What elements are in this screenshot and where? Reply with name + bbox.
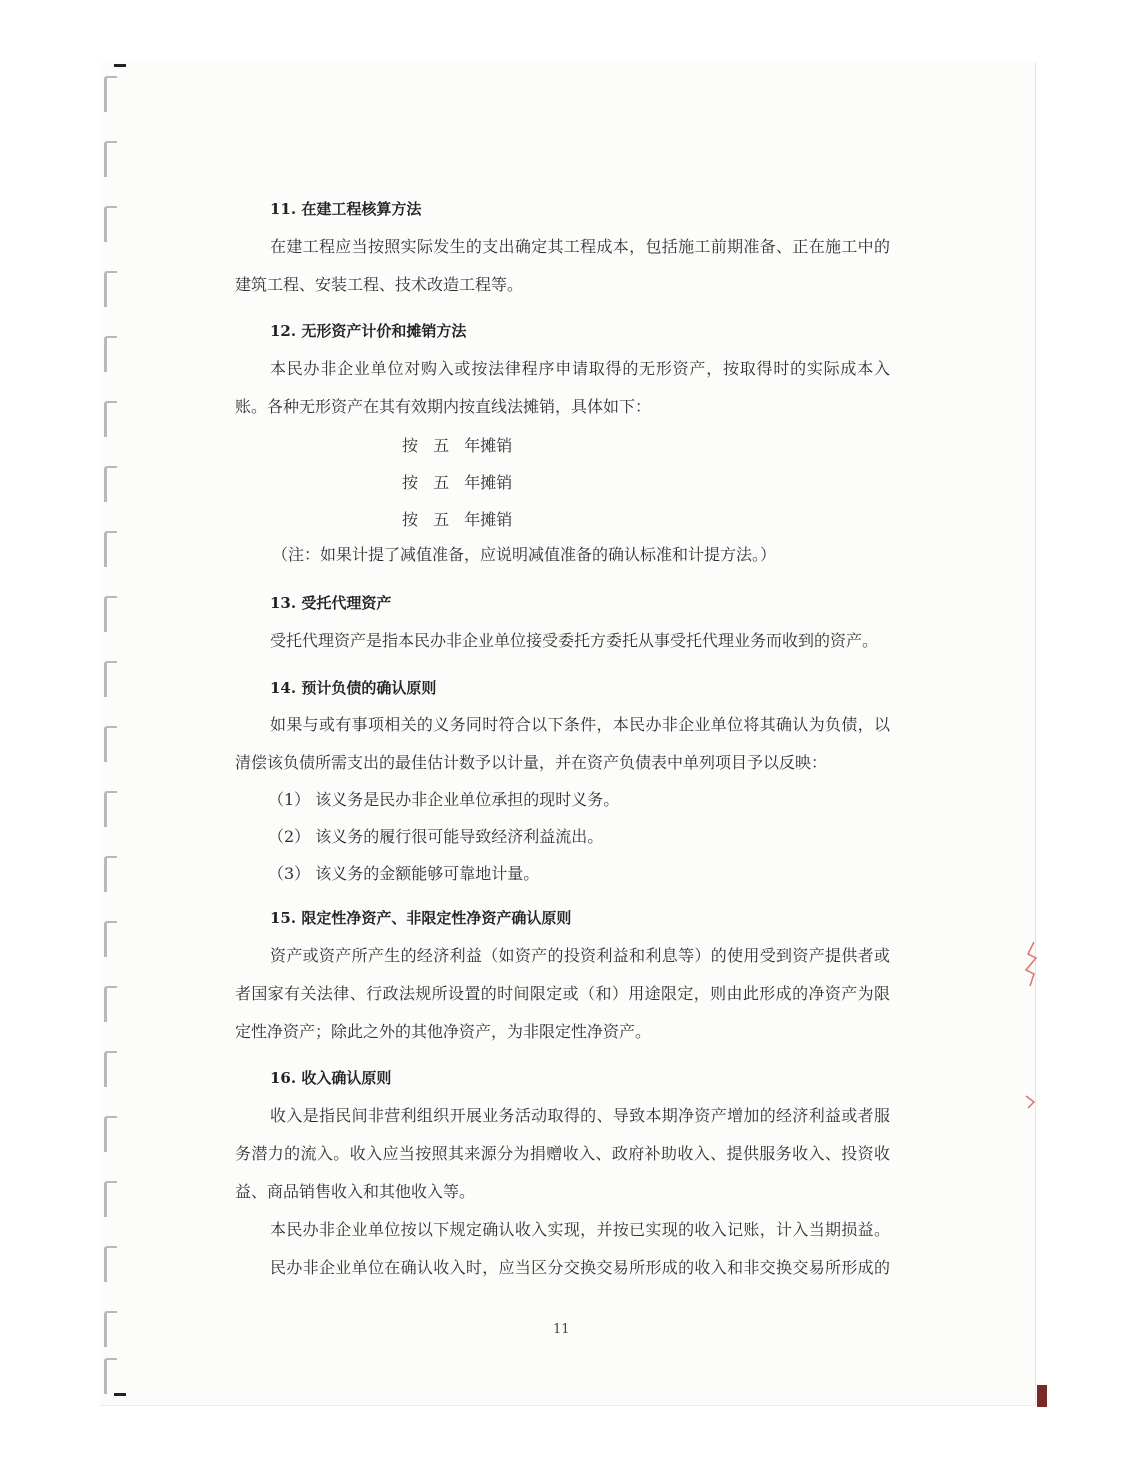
note-text: （注：如果计提了减值准备，应说明减值准备的确认标准和计提方法。） — [272, 545, 777, 564]
paragraph-line: 受托代理资产是指本民办非企业单位接受委托方委托从事受托代理业务而收到的资产。 — [270, 631, 879, 650]
paragraph-line: 收入是指民间非营利组织开展业务活动取得的、导致本期净资产增加的经济利益或者服 — [270, 1106, 890, 1125]
amortization-years: 五 — [433, 510, 450, 529]
condition-item: （1） 该义务是民办非企业单位承担的现时义务。 — [268, 790, 620, 809]
paragraph-line: 益、商品销售收入和其他收入等。 — [235, 1182, 476, 1201]
binding-hole — [104, 466, 117, 502]
amortization-suffix: 年摊销 — [464, 510, 513, 529]
amortization-row — [402, 433, 512, 456]
binding-hole — [104, 856, 117, 892]
binding-hole — [104, 206, 117, 242]
paragraph-line: 如果与或有事项相关的义务同时符合以下条件，本民办非企业单位将其确认为负债，以 — [270, 715, 890, 734]
amortization-suffix: 年摊销 — [464, 436, 513, 455]
paragraph-line: 本民办非企业单位对购入或按法律程序申请取得的无形资产，按取得时的实际成本入 — [270, 359, 890, 378]
amortization-prefix: 按 — [402, 436, 419, 455]
binding-hole — [104, 596, 117, 632]
amortization-prefix: 按 — [402, 473, 419, 492]
binding-hole — [104, 271, 117, 307]
paragraph-line: 务潜力的流入。收入应当按照其来源分为捐赠收入、政府补助收入、提供服务收入、投资收 — [235, 1144, 890, 1163]
section-12-heading: 12. 无形资产计价和摊销方法 — [270, 322, 467, 340]
amortization-years: 五 — [433, 436, 450, 455]
binding-hole — [104, 986, 117, 1022]
paragraph-line: 在建工程应当按照实际发生的支出确定其工程成本，包括施工前期准备、正在施工中的 — [270, 237, 890, 256]
binding-hole — [104, 661, 117, 697]
binding-hole — [104, 141, 117, 177]
amortization-prefix: 按 — [402, 510, 419, 529]
paragraph-line: 民办非企业单位在确认收入时，应当区分交换交易所形成的收入和非交换交易所形成的 — [270, 1258, 890, 1277]
binding-mark — [114, 64, 126, 67]
paragraph-line: 者国家有关法律、行政法规所设置的时间限定或（和）用途限定，则由此形成的净资产为限 — [235, 984, 890, 1003]
section-15-heading: 15. 限定性净资产、非限定性净资产确认原则 — [270, 909, 572, 927]
binding-holes — [86, 58, 126, 1408]
binding-hole — [104, 1051, 117, 1087]
binding-hole — [104, 1181, 117, 1217]
section-14-heading: 14. 预计负债的确认原则 — [270, 679, 437, 697]
binding-hole — [104, 726, 117, 762]
condition-item: （3） 该义务的金额能够可靠地计量。 — [268, 864, 540, 883]
section-13-heading: 13. 受托代理资产 — [270, 594, 392, 612]
section-11-heading: 11. 在建工程核算方法 — [270, 200, 422, 218]
binding-hole — [104, 531, 117, 567]
binding-hole — [104, 1311, 117, 1347]
binding-hole — [104, 1116, 117, 1152]
binding-hole — [104, 1358, 117, 1394]
paragraph-line: 资产或资产所产生的经济利益（如资产的投资利益和利息等）的使用受到资产提供者或 — [270, 946, 890, 965]
amortization-row — [402, 507, 512, 530]
section-16-heading: 16. 收入确认原则 — [270, 1069, 392, 1087]
paragraph-line: 本民办非企业单位按以下规定确认收入实现，并按已实现的收入记账，计入当期损益。 — [270, 1220, 890, 1239]
paragraph-line: 定性净资产；除此之外的其他净资产，为非限定性净资产。 — [235, 1022, 652, 1041]
condition-item: （2） 该义务的履行很可能导致经济利益流出。 — [268, 827, 604, 846]
binding-hole — [104, 1246, 117, 1282]
binding-hole — [104, 921, 117, 957]
red-seal-fragment — [1020, 940, 1040, 1004]
page-number: 11 — [553, 1322, 570, 1337]
red-seal-fragment — [1020, 1092, 1040, 1116]
binding-hole — [104, 401, 117, 437]
amortization-suffix: 年摊销 — [464, 473, 513, 492]
amortization-row — [402, 470, 512, 493]
scan-edge-mark — [1037, 1385, 1047, 1407]
binding-hole — [104, 791, 117, 827]
binding-mark — [114, 1393, 126, 1396]
paragraph-line: 建筑工程、安装工程、技术改造工程等。 — [235, 275, 524, 294]
paragraph-line: 清偿该负债所需支出的最佳估计数予以计量，并在资产负债表中单列项目予以反映： — [235, 753, 828, 772]
binding-hole — [104, 336, 117, 372]
binding-hole — [104, 76, 117, 112]
paragraph-line: 账。各种无形资产在其有效期内按直线法摊销，具体如下： — [235, 397, 652, 416]
amortization-years: 五 — [433, 473, 450, 492]
